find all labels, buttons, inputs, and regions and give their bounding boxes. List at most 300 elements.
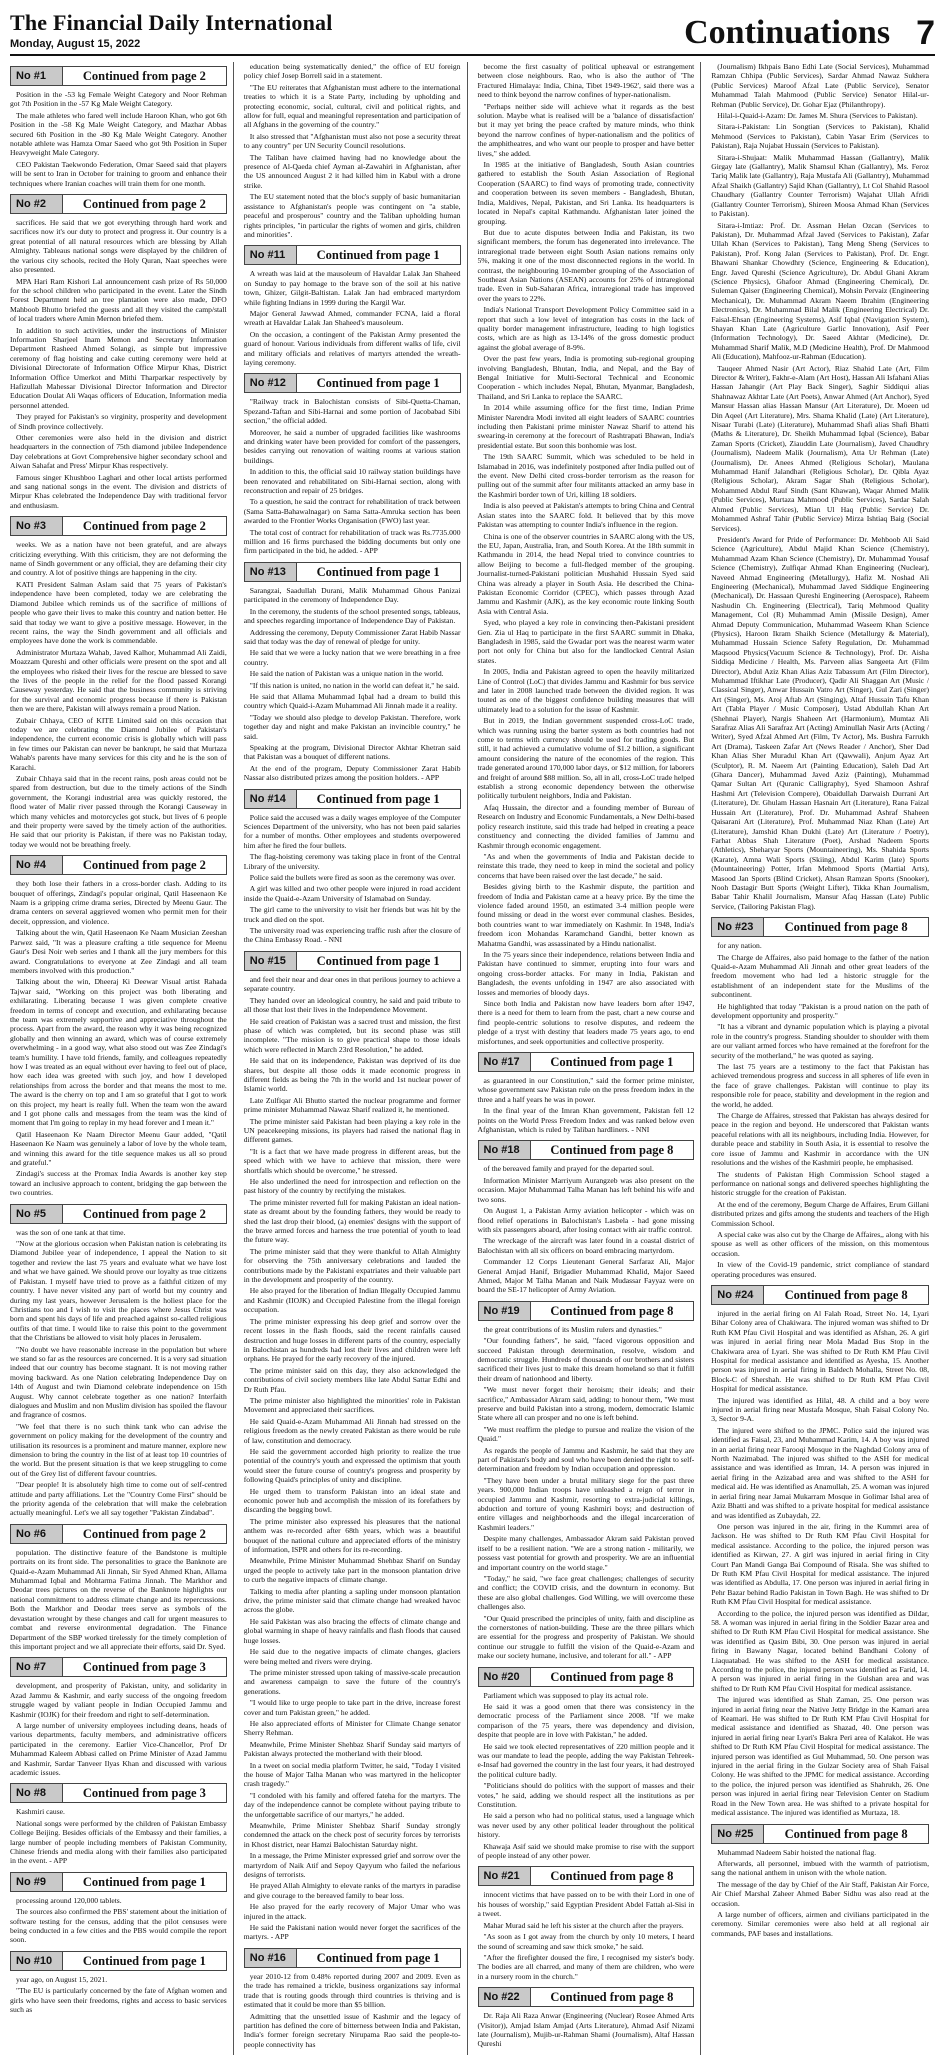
story-paragraph: "No doubt we have reasonable increase in the population but where we stand so far as the resources are concerned. It is a very sad situation indeed that our country has become stagnant. It is not moving rather moving backward. As one Nation celebrating Independence Day on 14th of August and twin Diamond celebrate independence on 15th August. Why cannot celebrate together as one nation? Interfaith dialogues and Muslim and non Muslim division has spoiled the flavour and fragrance of cosmos.	[10, 1344, 227, 1420]
story-paragraph: Famous singer Khushboo Laghari and other local artists performed and sang national songs in the event. The division and districts of Mirpur Khas celebrated the Independence Day with traditional fervor and enthusiasm.	[10, 472, 227, 510]
story-paragraph: Zindagi's success at the Promax India Awards is another key step toward an inclusive approach to content, bridging the gap between the two countries.	[10, 1169, 227, 1198]
story-number: No #19	[479, 1302, 531, 1320]
story-paragraph: "Our Quaid prescribed the principles of unity, faith and discipline as the cornerstones of nation-building. These are the three pillars which are essential for the progress and prosperity of Pakistan. We should continue our struggle to fulfill the vision of the Quaid-e-Azam and make our society humane, inclusive, and tolerant for all." - APP	[477, 1613, 695, 1661]
story-paragraph: as guaranteed in our Constitution," said the former prime minister, whose government saw Pakistan rule on the press freedom index in the three and a half years he was in power.	[477, 1076, 695, 1104]
story	[10, 855, 227, 1197]
story-header	[244, 373, 461, 393]
story	[711, 917, 929, 1279]
story-header	[478, 1866, 695, 1886]
story-paragraph: He also prayed for the liberation of Indian Illegally Occupied Jammu and Kashmir (IIOJK) and Occupied Palestine from the illegal foreign occupation.	[243, 1286, 461, 1315]
story-paragraph: Afterwards, all personnel, imbued with the warmth of patriotism, sang the national anthem in unison with the whole nation.	[711, 1858, 929, 1878]
story-body	[10, 1228, 227, 1518]
story-paragraph: "We must never forget their heroism; their ideals; and their sacrifice," Ambassador Akram said, adding: to honour them, "We must preserve and build Pakistan into a strong, modern, democratic Islamic State where all can prosper and no one is left behind.	[477, 1385, 695, 1423]
story-paragraph: The EU statement noted that the bloc's supply of basic humanitarian assistance to Afghanistan's people was contingent on "a stable, peaceful and prosperous" country and the Taliban upholding human rights principles, "in particular the rights of women and girls, children and minorities".	[243, 192, 461, 239]
story-number: No #9	[11, 1873, 63, 1891]
story-paragraph: Admitting that the unsettled issue of Kashmir and the legacy of partition has defined the core of bitterness between India and Pakistan, India's former foreign secretary Nirupama Rao said the people-to-people connectivity has	[243, 2011, 461, 2049]
story-paragraph: Late Zulfiqar Ali Bhutto started the nuclear programme and former prime minister Muhammad Nawaz Sharif realized it, he mentioned.	[243, 1095, 461, 1115]
story-paragraph: development, and prosperity of Pakistan, unity, and solidarity in Azad Jammu & Kashmir, and early success of the ongoing freedom struggle waged by valiant people in Indian Occupied Jammu and Kashmir (IOJK) for their freedom and right to self-determination.	[10, 1681, 227, 1719]
story-paragraph: The prime minister reverted full for making Pakistan an ideal nation-state as dreamt about by the founding fathers, they would be ready to shed the last drop their blood, (a) enemies' designs with the support of the brave armed forces and harness the true potential of youth to lead the future way.	[243, 1197, 461, 1245]
story-paragraph: and feel their near and dear ones in that perilous journey to achieve a separate country.	[243, 974, 461, 994]
story-paragraph: Speaking at the program, Divisional Director Akhtar Khetran said that Pakistan was a bouquet of different nations.	[243, 742, 461, 762]
story-paragraph: A large number of officers, airmen and civilians participated in the ceremony. Similar ceremonies were also held at all regional air commands, PAF bases and installations.	[711, 1909, 929, 1938]
story-paragraph: The injured were shifted to the JPMC. Police said the injured was identified as Faisal, 23, and Muhammad Karim, 14. A boy was injured in an aerial firing near Farooqi Mosque in the Naghdad Colony area of North Nazimabad. The injured was shifted to the ASH for medical assistance and was identified as Imran, 14. A person was injured in aerial firing in the Azizabad area and was shifted to the ASH for medical aid. He was identified as Anamullah, 25. A woman was injured in aerial firing near Jamai Mukarram Mosque in Golimar Ishal area of Aziz Bhatti and was shifted to a private hospital for medical assistance and was identified as Zubaydah, 22.	[711, 1425, 929, 1520]
story-body	[10, 1807, 227, 1865]
story-paragraph: Commander 12 Corps Lieutenant General Sarfaraz Ali, Major General Amjad Hanif, Brigadier Muhammad Khalid, Major Saeed Ahmed, Major M Talha Manan and Naik Mudassar Fayyaz were on board the SE-17 helicopter of Army Aviation.	[477, 1257, 695, 1295]
continued-from-label: Continued from page 1	[316, 248, 440, 263]
continued-from-label: Continued from page 2	[82, 1526, 206, 1541]
story-paragraph: "We must reaffirm the pledge to pursue and realize the vision of the Quaid."	[477, 1424, 695, 1444]
story	[10, 1783, 227, 1865]
continued-from-label: Continued from page 8	[550, 1990, 674, 2005]
story-number: No #11	[245, 246, 297, 264]
column-3	[478, 62, 702, 2055]
continued-from-label: Continued from page 8	[784, 920, 908, 935]
story-paragraph: (Journalism) Ikhpais Bano Edhi Late (Social Services), Muhammad Ramzan Chhipa (Public Services), Sardar Ahmad Nawaz Sukhera (Public Services) Maroof Afzal Late (Public Service), Senator Muhammad Talah Mahmood (Public Service) Senator Hilal-ur-Rehman (Public Service), Dr. Gohar Ejaz (Philanthropy).	[711, 62, 929, 109]
story	[10, 194, 227, 510]
story	[244, 1948, 461, 2049]
continued-from-label: Continued from page 1	[316, 953, 440, 968]
story-paragraph: The injured was identified as Shah Zaman, 25. One person was injured in aerial firing near the Native Jetty Bridge in the Kamari area of Keamari. He was shifted to Dr Ruth KM Pfau Civil Hospital for medical assistance and identified as Shazad, 40. One person was injured in aerial firing near Lyari's Bakra Peri area of Kalakot. He was shifted to Dr Ruth KM Pfau Civil Hospital for medical assistance. The injured person was identified as Gul Muhammad, 50. One person was injured in the aerial firing in the Gulzar Society area of Shah Faisal Colony. He was shifted to the JPMC for medical assistance. According to the police, the injured person was identified as Shahrukh, 26. One person was injured in aerial firing near Television Center on Stadium Road in the New Town area. He was shifted to a private hospital for medical assistance. The injured was identified as Murtaza, 18.	[711, 1695, 929, 1818]
story-body	[478, 62, 695, 1046]
story-header	[478, 1667, 695, 1687]
story-paragraph: year 2010-12 from 0.48% reported during 2007 and 2009. Even as the trade has remained a trickle, business organizations say informal trade that is routing goods through third countries is thriving and is estimated that it could be more than $5 billion.	[243, 1971, 461, 2010]
story-paragraph: "They have been under a brutal military siege for the past three years. 900,000 Indian troops have unleashed a reign of terror in occupied Jammu and Kashmir, resorting to extra-judicial killings, abduction and torture of young Kashmiri boys; and destruction of entire villages and neighborhoods and the illegal incarceration of Kashmiri leaders."	[477, 1475, 695, 1532]
story-paragraph: Meanwhile, Prime Minister Shehbaz Sharif Sunday said martyrs of Pakistan always protected the motherland with their blood.	[243, 1739, 461, 1759]
story-paragraph: "Today we should also pledge to develop Pakistan. Therefore, work together day and night and make Pakistan an invincible country," he said.	[243, 712, 461, 741]
story-paragraph: The wreckage of the aircraft was later found in a coastal district of Balochistan with all six officers on board embracing martyrdom.	[477, 1236, 695, 1255]
story	[478, 1052, 695, 1134]
story-paragraph: year ago, on August 15, 2021.	[16, 1974, 108, 1984]
story-paragraph: In a message, the Prime Minister expressed grief and sorrow over the martyrdom of Naik Atif and Sepoy Qayyum who failed the nefarious designs of terrorists.	[243, 1851, 461, 1880]
continued-from-label: Continued from page 8	[550, 1669, 674, 1684]
story-number: No #16	[245, 1949, 297, 1967]
story-body	[244, 813, 461, 945]
story-paragraph: Moreover, he said a number of upgraded facilities like washrooms and drinking water have been provided for comfort of the passengers, besides carrying out renovation of waiting rooms at various station buildings.	[243, 427, 461, 465]
continued-from-label: Continued from page 8	[784, 1826, 908, 1841]
story-paragraph: He also appreciated efforts of Minister for Climate Change senator Sherry Rehman.	[243, 1718, 461, 1738]
story-paragraph: He also prayed for the early recovery of Major Umar who was injured in the attack.	[243, 1902, 461, 1921]
story-paragraph: "We feel that there is no such think tank who can advise the government on policy making for the development of the country and utilisation its resources is a prominent and mature manner, explore new dimension to bring the country in the list of at least top 10 countries of the world. But the present situation is that we keep struggling to come out of the Grey list of different favour countries.	[10, 1421, 227, 1478]
story-paragraph: At the end of the program, Deputy Commissioner Zarat Habib Nassar also distributed prizes among the position holders. - APP	[243, 763, 461, 783]
story-number: No #7	[11, 1658, 63, 1676]
story-paragraph: "It is a fact that we have made progress in different areas, but the speed which with we have to achieve that mission, there were shortfalls which should be overcome," he stressed.	[243, 1146, 461, 1175]
story	[10, 1524, 227, 1651]
story-paragraph: injured in the aerial firing on Al Falah Road, Street No. 14, Lyari Bihar Colony area of Chakiwara. The injured woman was shifted to Dr Ruth KM Pfau Civil Hospital and was identified as Afshan, 26. A girl was injured in aerial firing near Mola Madad Bus Stop in the Chakiwara area of Lyari. She was shifted to Dr Ruth KM Pfau Civil Hospital for medical assistance and identified as Ayesha, 15. Another person was injured in aerial firing in Baldech Mohalla, Street No. 08, Block-C of Shershah. He was shifted to Dr Ruth KM Pfau Civil Hospital for medical assistance.	[711, 1308, 929, 1394]
story	[244, 373, 461, 556]
story-paragraph: A special cake was also cut by the Charge de Affaires,, along with his spouse as well as other officers of the mission, on this momentous occasion.	[711, 1229, 929, 1258]
continued-from-label: Continued from page 1	[316, 791, 440, 806]
story	[478, 62, 695, 1046]
story-paragraph: Talking about the win, Qatil Haseenaon Ke Naam Musician Zeeshan Parwez said, "It was a pleasure crafting a title sequence for Meenu Gaur's Desi Noir web series and I thank all the jury members for this award. Congratulations to everyone at Zee Zindagi and all team members involved with this production."	[10, 928, 227, 975]
story-paragraph: processing around 120,000 tablets.	[16, 1895, 122, 1905]
story-paragraph: The students of Pakistan High Commission School staged a performance on national songs and delivered speeches highlighting the historic struggle for the creation of Pakistan.	[711, 1169, 929, 1198]
story	[244, 245, 461, 367]
story-paragraph: Police said the accused was a daily wages employee of the Computer Sciences Department of the university, who has not been paid salaries for a number of months. Other employees and students overpowered him after he fired the four bullets.	[243, 812, 461, 850]
story-paragraph: The prime minister also expressed his pleasures that the national anthem was re-recorded after 68th years, which was a beautiful bouquet of the national culture and appreciated efforts of the ministry of information, ISPR and others for its re-recording.	[243, 1516, 461, 1555]
story-number: No #1	[11, 67, 63, 85]
story-paragraph: National songs were performed by the children of Pakistan Embassy College Beijing. Besides officials of the Embassy and their families, a large number of people including members of Pakistan Community, Chinese friends and media along with their families also participated in the event. - APP	[10, 1818, 227, 1866]
story-header	[244, 951, 461, 971]
story-header	[10, 855, 227, 875]
story-paragraph: weeks. We as a nation have not been grateful, and are always criticizing everything. With this criticism, they are not deforming the name of Sindh government or any official, they are defaming their city and country. A lot of positive things are happening in the city.	[10, 540, 227, 578]
story-paragraph: Khawaja Asif said we should make promise to rise with the support of people instead of any other power.	[477, 1841, 695, 1861]
story	[711, 1824, 929, 1939]
story-number: No #3	[11, 517, 63, 535]
story-paragraph: "Railway track in Balochistan consists of Sibi-Quetta-Chaman, Spezand-Taftan and Sibi-Harnai and some portion of Jacobabad Sibi section," the official added.	[243, 397, 461, 426]
story-number: No #17	[479, 1053, 531, 1071]
story-paragraph: "I would like to urge people to take part in the drive, increase forest cover and turn Pakistan green," he added.	[243, 1698, 461, 1717]
story-header	[10, 194, 227, 214]
story	[478, 1866, 695, 1981]
story-paragraph: The 19th SAARC Summit, which was scheduled to be held in Islamabad in 2016, was indefinitely postponed after India pulled out of the event. New Delhi cited cross-border terrorism as the reason for pulling out of the summit after four militants attacked an army base in the Kashmiri border town of Uri, killing 18 soldiers.	[477, 452, 695, 499]
story-paragraph: The Charge de Affaires, also paid homage to the father of the nation Quaid-e-Azam Muhammad Ali Jinnah and other great leaders of the freedom movement who had led a historic struggle for the establishment of an independent state for the Muslims of the subcontinent.	[711, 952, 929, 1000]
story-body	[711, 62, 929, 911]
story-paragraph: The prime minister also highlighted the minorities' role in Pakistan Movement and appreciated their sacrifices.	[243, 1395, 461, 1415]
story-paragraph: He said Quaid-e-Azam Muhammad Ali Jinnah had stressed on the religious freedom as the newly created Pakistan as there would be rule of law, constitution and democracy.	[243, 1416, 461, 1445]
story-paragraph: He said the government accorded high priority to realize the true potential of the country's youth and expressed the optimism that youth would steer the future course of country's progress and prosperity by following Quaid's principles of unity and discipline.	[243, 1446, 461, 1485]
story-paragraph: "Dear people! It is absolutely high time to come out of self-centred attitude and party affiliations. Let the "Country Come First" should be the priority agenda of the celebration that will make the celebration actually meaningful. Let's we all say together "Pakistan Zindabad".	[10, 1480, 227, 1518]
story-body	[10, 1975, 227, 2015]
story-paragraph: The prime minister said on this day, they also acknowledged the contributions of civil society members like late Abdul Sattar Edhi and Dr Ruth Pfau.	[243, 1365, 461, 1394]
story-paragraph: In the 75 years since their independence, relations between India and Pakistan have continued to simmer, erupting into four wars and ongoing cross-border attacks. For many in India, Pakistan and Bangladesh, the events unfolding in 1947 are also associated with losses and memories of bloody days.	[477, 949, 695, 997]
story-paragraph: He urged them to transform Pakistan into an ideal state and economic power hub and accomplish the mission of its forefathers by discarding the begging bowl.	[243, 1486, 461, 1515]
story-paragraph: They prayed for Pakistan's so virginity, prosperity and development of Sindh province collectively.	[10, 412, 227, 431]
story-paragraph: CEO Pakistan Taekwondo Federation, Omar Saeed said that players will be sent to Iran in October for training to groom and enhance their techniques where Iranian coaches will train them for one month.	[10, 159, 227, 188]
story-paragraph: At the end of the ceremony, Begum Charge de Affaires, Erum Gillani distributed prizes and gifts among the students and teachers of the High Commission School.	[711, 1199, 929, 1228]
continued-from-label: Continued from page 8	[550, 1143, 674, 1158]
story-header	[478, 1052, 695, 1072]
continued-from-label: Continued from page 2	[82, 69, 206, 83]
story-paragraph: In the final year of the Imran Khan government, Pakistan fell 12 points on the World Press Freedom Index and was ranked below even Afghanistan, which is ruled by Taliban hardliners. - NNI	[477, 1106, 695, 1135]
story-header	[478, 1301, 695, 1321]
story-paragraph: He said a person who had no political status, used a language which was never used by any other political leader throughout the political history.	[477, 1811, 695, 1840]
story	[244, 62, 461, 239]
story-paragraph: "Today," he said, "we face great challenges; challenges of security and conflict; the COVID crisis, and the downturn in economy. But these are also global challenges. God Willing, we will overcome these challenges also.	[477, 1573, 695, 1612]
story-number: No #2	[11, 195, 63, 213]
column-1	[10, 62, 234, 2055]
column-4	[711, 62, 935, 2055]
story-paragraph: The injured was identified as Hilal, 48. A child and a boy were injured in aerial firing near Mustafa Mosque, Shah Faisal Colony No. 3, Sector 9-A.	[711, 1395, 929, 1424]
story-paragraph: Addressing the ceremony, Deputy Commissioner Zarat Habib Nassar said that today was the day of renewal of pledge for unity.	[243, 627, 461, 646]
story-header	[10, 1951, 227, 1971]
story-body	[244, 975, 461, 1942]
story-paragraph: The Taliban have claimed having had no knowledge about the presence of Al-Qaeda chief Ayman al-Zawahiri in Afghanistan, after the US announced August 2 it had killed him in Kabul with a drone strike.	[243, 152, 461, 190]
story-paragraph: The flag-hoisting ceremony was taking place in front of the Central Library of the university.	[243, 852, 461, 871]
story-paragraph: In a tweet on social media platform Twitter, he said, "Today I visited the house of Major Talha Manan who was martyred in the helicopter crash tragedy."	[243, 1760, 461, 1789]
story-paragraph: Despite many challenges, Ambassador Akram said Pakistan proved itself to be a resilient nation. "We are a strong nation - militarily, we possess vast potential for growth and prosperity. We are an influential and important country on the world stage."	[477, 1534, 695, 1572]
story-paragraph: They handed over an ideological country, he said and paid tribute to all those that lost their lives in the Independence Movement.	[243, 995, 461, 1015]
story-number: No #14	[245, 790, 297, 808]
story-paragraph: In 1985 at the initiative of Bangladesh, South Asian countries gathered to establish the South Asian Association of Regional Cooperation (SAARC) to find ways of promoting trade, connectivity and cooperation between its seven members - Bangladesh, Bhutan, India, Maldives, Nepal, Pakistan, and Sri Lanka. Its headquarters is located in Nepal's capital Kathmandu. Afghanistan later joined the grouping.	[477, 160, 695, 226]
paper-name: The Financial Daily International	[10, 10, 333, 35]
continued-from-label: Continued from page 1	[316, 564, 440, 579]
story-body	[10, 90, 227, 188]
masthead-left	[10, 10, 333, 50]
story-paragraph: In view of the Covid-19 pandemic, strict compliance of standard operating procedures was ensured.	[711, 1260, 929, 1279]
story-number: No #4	[11, 856, 63, 874]
story-paragraph: become the first casualty of political upheaval or estrangement between close neighbours. Rao, who is also the author of 'The Fractured Himalaya: India, China, Tibet 1949-1962', said there was a need to think beyond the narrow confines of hyper-nationalism.	[477, 62, 695, 100]
story-number: No #12	[245, 374, 297, 392]
story-paragraph: "Our founding fathers", he said, "faced vigorous opposition and succeed Pakistan through determination, resolve, wisdom and democratic struggle. Hundreds of thousands of our brothers and sisters sacrificed their lives just to make this dream homeland so that it fulfill their dream of nationhood and liberty.	[477, 1336, 695, 1383]
story-paragraph: The total cost of contract for rehabilitation of track was Rs.7735.000 million and 16 firms purchased the bidding documents but only one firm participated in the bid, he added. - APP	[243, 527, 461, 556]
story-paragraph: He prayed Allah Almighty to elevate ranks of the martyrs in paradise and give courage to the bereaved family to bear loss.	[243, 1881, 461, 1900]
story-paragraph: The prime minister expressing his deep grief and sorrow over the recent losses in the flash floods, said the recent rainfalls caused destruction and huge losses in different parts of the country, especially in Balochistan as hundreds had lost their lives and children were left orphans. He prayed for the early recovery of the injured.	[243, 1316, 461, 1364]
story-paragraph: To a question, he said the contract for rehabilitation of track between (Sama Satta-Bahawalnagar) on Sama Satta-Amruka section has been awarded to the Frontier Works Organisation (FWO) last year.	[243, 497, 461, 526]
continued-from-label: Continued from page 8	[550, 1869, 674, 1884]
story-paragraph: The sources also confirmed the PBS' statement about the initiation of software testing for the census, adding that the pilot censuses were being conducted in a few cities and the PBS would compile the report soon.	[10, 1907, 227, 1945]
story-header	[10, 1657, 227, 1677]
story-paragraph: "The EU reiterates that Afghanistan must adhere to the international treaties to which it is a State Party, including by upholding and protecting economic, social, cultural, civil and political rights, and allow for full, equal and meaningful representation and participation of all Afghans in the governing of the country."	[243, 82, 461, 130]
story-paragraph: Kashmiri cause.	[16, 1807, 65, 1817]
story-paragraph: Parliament which was supposed to play its actual role.	[483, 1690, 649, 1700]
story-paragraph: the great contributions of its Muslim rulers and dynasties."	[483, 1324, 662, 1334]
story-paragraph: Besides giving birth to the Kashmir dispute, the partition and freedom of India and Pakistan came at a heavy price. By the time the violence faded around 1950, an estimated 3-4 million people were found missing or dead in the worst ever communal clashes. Besides, both countries want to war immediately on Kashmir. In 1948, India's freedom icon Mohandas Karamchand Gandhi, better known as Mahatma Gandhi, was assassinated by a Hindu nationalist.	[477, 882, 695, 948]
story-body	[10, 879, 227, 1197]
story-header	[10, 1783, 227, 1803]
continued-from-label: Continued from page 1	[550, 1055, 674, 1070]
story-header	[478, 1140, 695, 1160]
story-header	[711, 1824, 929, 1844]
columns	[10, 62, 935, 2049]
story-body	[244, 62, 461, 239]
story-paragraph: In addition to this, the official said 10 railway station buildings have been renovated and rehabilitated on Sibi-Harnai section, along with reconstruction and repair of 25 bridges.	[243, 467, 461, 496]
story-body	[244, 269, 461, 367]
story-paragraph: for any nation.	[717, 941, 762, 951]
story	[478, 1140, 695, 1294]
story-number: No #15	[245, 952, 297, 970]
story-number: No #20	[479, 1668, 531, 1686]
story-body	[244, 397, 461, 556]
story-paragraph: Tauqeer Ahmed Nasir (Art Actor), Riaz Shahid Late (Art, Film Director & Writer), Fakhr-e-Alam (Art Host), Hassan Ali Isfahani Alias Hassan Jahangir (Art Play Back Singer), Saghir Siddiqui alias Shahnawaz Akhtar Late (Art Poets), Anwar Ahmed (Art Anchor), Syed Mansur Hassan alias Hassan Mansur (Art Literature), Dr. Moeen ud Din Aqeel (Art Literature), Mrs. Shama Khalid (Late) (Art Literature), Nisaar Turabi (Late) (Literature), Muhammad Shafi alias Shafi Bhatti (Maths & Literature), Dr. Sheikh Muhammad Iqbal (Science), Babar Zaman Sports (Cricket), Ziauddin Late (Journalism), Javed Chaudhry (Journalism), Nadeem Malik (Journalism), Atta Ur Rehman (Late) (Journalism), Dr. Anees Ahmed (Religious Scholar), Maulana Muhammad Hanif Jalandhari (Religious Scholar), Dr. Qibla Ayaz (Religious Scholar), Akram Sagar Shah (Religious Scholar), Mohammed Abdul Rauf Sindh (Sant Khawan), Waqar Ahmed Malik (Public Services), Murtaza Mahmood (Public Services), Sardar Salah Ahmed (Public Services), Mian Ul Haq (Public Service) Dr. Mohammed Ashraf Tahir (Public Service) Mirza Ishtiaq Baig (Social Services).	[711, 363, 929, 533]
story-paragraph: The last 75 years are a testimony to the fact that Pakistan has achieved tremendous progress and success in all spheres of life even in the face of grave challenges. Pakistan will continue to play its responsible role for peace, stability and development in the region and the world, he added.	[711, 1062, 929, 1109]
story-paragraph: A large number of university employees including deans, heads of various departments, faculty members, and administrative officers participated in the ceremony. Earlier Vice-Chancellor, Prof Dr Muhammad Kaleem Abbasi called on Prime Minister of Azad Jammu and Kashmir, Sardar Tanveer Ilyas Khan and discussed with various academic issues.	[10, 1720, 227, 1777]
story-paragraph: He said creation of Pakistan was a sacred trust and mission, the first phase of which was completed, but its second phase was still incomplete. "The mission is to give practical shape to those ideals which were reflected in March 23rd Resolution," he added.	[243, 1016, 461, 1054]
story-header	[244, 1948, 461, 1968]
story-paragraph: India's National Transport Development Policy Committee said in a report that such a low level of integration has costs in the lack of quality border management infrastructure, leading to high logistics costs, which are as high as 13-14% of the gross domestic product against the global average of 8-9%.	[477, 305, 695, 352]
continued-from-label: Continued from page 2	[82, 1206, 206, 1221]
story-body	[478, 1691, 695, 1861]
story-paragraph: He said we took elected representatives of 220 million people and it was our mandate to lead the people, adding the way Pakistan Tehreek-e-Insaf had governed the country in the last four years, it had destroyed the political culture badly.	[477, 1741, 695, 1779]
paper-date: Monday, August 15, 2022	[10, 38, 141, 50]
story-number: No #5	[11, 1205, 63, 1223]
story-body	[478, 2011, 695, 2049]
story-paragraph: "Now at the glorious occasion when Pakistan nation is celebrating its Diamond Jubilee year of independence, I appeal the Nation to sit together and review the last 75 years and evaluate what we have lost and what we have gained. We should prove our loyalty as true citizens of Pakistan. I myself have tried to prove as a faithful citizen of my country. I have never visited any part of world but my country and during my last years, however Jerusalem is the holiest place for the Christians too and I wish to visit the places where Jesus Christ was born and spent his days of life and preached against so-called religious outfits of that time. I would like to raise this point to the government that the Christians be allowed to visit holy places in Jerusalem.	[10, 1239, 227, 1343]
masthead-right	[684, 16, 935, 50]
story-paragraph: Syed, who played a key role in convincing then-Pakistani president Gen. Zia ul Haq to participate in the first SAARC summit in Dhaka, Bangladesh in 1985, said the Gwadar port was the nearest warm water port not only for China but also for the landlocked Central Asian states.	[477, 618, 695, 665]
continued-from-label: Continued from page 1	[316, 376, 440, 391]
story-paragraph: Dr. Raja Ali Raza Anwar (Engineering (Nuclear) Rosee Ahmed Arts (Visitor)), Amjad Islam Amjad (Arts Literature), Ahmad Asif Nizami late (Journalism), Mujib-ur-Rahman Shami (Journalism), Altaf Hassan Qureshi	[477, 2011, 695, 2049]
story-paragraph: It also stressed that "Afghanistan must also not pose a security threat to any country" per UN Security Council resolutions.	[243, 131, 461, 151]
story-paragraph: The girl came to the university to visit her friends but was hit by the truck and died on the spot.	[243, 905, 461, 924]
story-paragraph: Meanwhile, Prime Minister Shehbaz Sharif Sunday strongly condemned the attack on the check post of security forces by terrorists in Khost district, near Hamzi Balochistan Saturday night.	[243, 1821, 461, 1849]
story-paragraph: But due to acute disputes between India and Pakistan, its two significant members, the forum has degenerated into irrelevance. The intraregional trade between eight South Asian nations remains only 5%, making it one of the most disconnected regions in the world. In contrast, the neighbouring 10-member grouping of the Association of Southeast Asian Nations (ASEAN) accounts for 25% of intraregional trade. Even in Sub-Saharan Africa, intraregional trade has improved over the years to 22%.	[477, 227, 695, 303]
story-paragraph: was the son of one tank at that time.	[16, 1227, 126, 1237]
story-paragraph: "It has a vibrant and dynamic population which is playing a pivotal role in the country's progress. Standing shoulder to shoulder with them are our valiant armed forces who have remained at the forefront for the security of the motherland," he was quoted as saying.	[711, 1022, 929, 1060]
story-body	[478, 1164, 695, 1294]
story	[10, 516, 227, 849]
story-number: No #22	[479, 1988, 531, 2006]
story-paragraph: they both lose their fathers in a cross-border clash. Adding to its bouquet of offerings, Zindagi's popular original, Qatil Haseenaon Ke Naam is a gripping crime drama series, Directed by Meenu Gaur. The drama centers on several aggrieved women who permit men for their deceit, oppression, and violence.	[10, 879, 227, 926]
story-paragraph: Meanwhile, Prime Minister Muhammad Shehbaz Sharif on Sunday urged the people to actively take part in the monsoon plantation drive to curb the negative impacts of climate change.	[243, 1556, 461, 1585]
story-paragraph: "Politicians should do politics with the support of masses and their votes," he said, adding we should respect all the institutions as per Constitution.	[477, 1781, 695, 1810]
story-body	[478, 1325, 695, 1661]
story	[10, 1204, 227, 1518]
continued-from-label: Continued from page 3	[82, 1660, 206, 1675]
story-paragraph: Afaq Hussain, the director and a founding member of Bureau of Research on Industry and Economic Fundamentals, a New Delhi-based policy research institute, said this trade had helped in creating a peace constituency and connecting the divided families of Jammu and Kashmir through economic engagement.	[477, 802, 695, 850]
story-number: No #25	[712, 1825, 764, 1843]
story-paragraph: In 2014 while assuming office for the first time, Indian Prime Minister Narendra Modi invited all eight leaders of SAARC countries including then Pakistani prime minister Nawaz Sharif to attend his swearing-in ceremony at the forecourt of Rashtrapati Bhawan, India's presidential estate. But soon this bonhomie was lost.	[477, 403, 695, 450]
column-2	[244, 62, 468, 2055]
story-paragraph: Sarangzai, Saadullah Durani, Malik Muhammad Ghous Panizai participated in the ceremony of Independence Day.	[243, 585, 461, 605]
story-paragraph: On the occasion, a contingent of the Pakistan Army presented the guard of honour. Various individuals from different walks of life, civil and military officials and relatives of martyrs attended the wreath-laying ceremony.	[243, 329, 461, 367]
story	[478, 1667, 695, 1861]
story-body	[10, 540, 227, 849]
story-paragraph: The prime minister said Pakistan had been playing a key role in the UN peacekeeping missions, its players had raised the national flag in different games.	[243, 1116, 461, 1145]
story-paragraph: In addition to such activities, under the instructions of Minister Information Sharjeel Inam Memon and Secretary Information Department Rasheed Ahmed Solangi, as simple but impressive ceremony of flag hoisting and cake cutting ceremony were held at Divisional Directorate of Information Office Mirpur Khas, District Information Office Umerkot and Mithi Tharparkar respectively by Hafizullah Mahessar Divisional Director Information and Director Education Doulat Ali Waqas officers of Education, Information media personnel attended.	[10, 325, 227, 410]
story-header	[244, 789, 461, 809]
story-paragraph: He said that we were a lucky nation that we were breathing in a free country.	[243, 648, 461, 667]
story-paragraph: China is one of the observer countries in SAARC along with the US, the EU, Japan, Australia, Iran, and South Korea. At the 18th summit in Kathmandu in 2014, the head Nepal tried to convince countries to allow Beijing to become a full-fledged member of the grouping. Journalist-turned-Pakistani politician Mushahid Hussain Syed said China was already a player in South Asia. He described the China-Pakistan Economic Corridor (CPEC), which passes through Azad Jammu and Kashmir (AJK), as the key economic route linking South Asia with Central Asia.	[477, 531, 695, 616]
story-paragraph: Zubair Chhaya, CEO of KITE Limited said on this occasion that today we are celebrating the Diamond Jubilee of Pakistan's independence, the current economic crisis is globally which will pass in few times our Pakistan can never be bankrupt, he said that Murtaza Wahab's parents have many services for this city and he is the son of Karachi.	[10, 715, 227, 772]
story-body	[10, 218, 227, 510]
story-header	[10, 516, 227, 536]
story-paragraph: As regards the people of Jammu and Kashmir, he said that they are part of Pakistan's body and soul who have been denied the right to self-determination and freedom by Indian occupation and oppression.	[477, 1445, 695, 1474]
story-header	[711, 917, 929, 937]
story-paragraph: "As soon as I got away from the church by only 10 meters, I heard the sound of screaming and saw thick smoke," he said.	[477, 1932, 695, 1951]
story-header	[10, 66, 227, 86]
story-paragraph: The male athletes who fared well include Haroon Khan, who got 6th Position in the -58 Kg Male Weight Category, and Mazhar Abbas secured 6th Position in the -80 Kg Male Weight Category. Another notable athlete was Hamza Omar Saeed who got 9th Position in Super Heavyweight Male Category.	[10, 110, 227, 158]
story-body	[10, 1681, 227, 1777]
story-header	[10, 1524, 227, 1544]
story-paragraph: A girl was killed and two other people were injured in road accident inside the Quaid-e-Azam University of Islamabad on Sunday.	[243, 884, 461, 903]
story-paragraph: He said that Allama Muhammad Iqbal had a dream to build this country which Quaid-i-Azam Muhammad Ali Jinnah made it a reality.	[243, 691, 461, 711]
story-paragraph: India is also peeved at Pakistan's attempts to bring China and Central Asian states into the SAARC fold. It believed that by this move Pakistan was attempting to counter India's influence in the region.	[477, 501, 695, 530]
continued-from-label: Continued from page 2	[82, 197, 206, 212]
story-body	[10, 1896, 227, 1945]
story-paragraph: "I condoled with his family and offered fateha for the martyrs. The day of the independence cannot be complete without paying tribute to the unforgettable sacrifice of our martyrs," he added.	[243, 1790, 461, 1819]
story-paragraph: education being systematically denied," the office of EU foreign policy chief Josep Borrell said in a statement.	[243, 62, 461, 81]
story-body	[244, 1972, 461, 2049]
story-paragraph: The prime minister stressed upon taking of massive-scale precaution and awareness campaign to save the future of the country's generations.	[243, 1667, 461, 1696]
story	[478, 1987, 695, 2049]
story	[711, 62, 929, 911]
story	[10, 1657, 227, 1777]
story-paragraph: A wreath was laid at the mausoleum of Havaldar Lalak Jan Shaheed on Sunday to pay homage to the brave son of the soil at his native town, Ghizer, Gilgit-Baltistan. Lalak Jan had embraced martyrdom while fighting Indians in 1999 during the Kargil War.	[243, 269, 461, 307]
story-paragraph: Talking about the win, Dheeraj Ki Deewar Visual artist Rahada Tajwar said, "Working on this project was both liberating and exhilarating. Liberating because I was given complete creative freedom in terms of concept and execution, and exhilarating because the team was extremely supportive and appreciative throughout the process. Apart from the award, the reason why it was being recognized globally and then winning an award, which was of course extremely overwhelming - in a good way, what also stood out was Zee Zindagi's team's humility. I have told friends, family, and colleagues repeatedly how I was treated as an equal without ever having to feel out of place, how each idea was greeted with such joy, and how I developed relationships from across the border and that means the most to me. The award is the cherry on top and I am so grateful that I got to work on this project, my heart is really full. When the team won the award and I got phone calls and messages from the team was the kind of moment that I'm going to replay in my head forever and I mean it."	[10, 977, 227, 1128]
story	[10, 1872, 227, 1945]
story-number: No #23	[712, 918, 764, 936]
story-paragraph: Zubair Chhaya said that in the recent rains, posh areas could not be spared from destruction, but due to the timely actions of the Sindh government, the Korangi industrial area was quickly restored, the flood water of Malir river passed through the Korangi Causeway in which many vehicles and motorcycles got stuck, but lives of 6 people and their property were saved by the timely action of the authorities. He said that our priority is Pakistan, if there was no Pakistan today, today we would not be breathing freely.	[10, 774, 227, 849]
story-paragraph: In 2005, India and Pakistan agreed to open the heavily militarized Line of Control (LoC) that divides Jammu and Kashmir for bus service and later in 2008 launched trade between the divided region. It was touted as one of the biggest confidence building measures that will ultimately lead to a solution for the issue of Kashmir.	[477, 667, 695, 714]
story-paragraph: Administrator Murtaza Wahab, Javed Kalhor, Muhammad Ali Zaidi, Moazzam Qureshi and other officials were present on the spot and all the employees who risked their lives for the rescue are blessed to save the lives of the people in the relief for the flood passed Korangi Causeway yesterday. He said that the business community is striving for the survival and economic progress because if there is Pakistan then we are there, Pakistan will always remain a proud Nation.	[10, 647, 227, 714]
story-paragraph: "As and when the governments of India and Pakistan decide to reinstate this trade, they need to keep in mind the societal and policy concerns that have been raised over the last decade," he said.	[477, 851, 695, 880]
continued-from-label: Continued from page 1	[316, 1950, 440, 1965]
story-paragraph: The message of the day by Chief of the Air Staff, Pakistan Air Force, Air Chief Marshal Zaheer Ahmed Baber Sidhu was also read at the occasion.	[711, 1879, 929, 1908]
story-body	[478, 1076, 695, 1134]
story-paragraph: He said the nation of Pakistan was a unique nation in the world.	[249, 669, 444, 679]
story-paragraph: He said the Pakistani nation would never forget the sacrifices of the martyrs. - APP	[243, 1923, 461, 1942]
story-paragraph: "The EU is particularly concerned by the fate of Afghan women and girls who have seen their freedoms, rights and access to basic services such as	[10, 1986, 227, 2015]
story-paragraph: "Perhaps neither side will achieve what it regards as the best solution. Maybe what is realised will be a 'balance of dissatisfaction' but it may yet bring the peace crafted by mature minds, who think beyond the narrow confines of hyper-nationalism and the politics of the amphitheatres, and who want our people to prosper and have better lives," she added.	[477, 101, 695, 158]
story-header	[244, 245, 461, 265]
continued-from-label: Continued from page 1	[82, 1874, 206, 1889]
story-paragraph: "After the firefighter doused the fire, I recognised my sister's body. The bodies are all charred, and many of them are children, who were in a nursery room in the church."	[477, 1952, 695, 1981]
story-header	[711, 1285, 929, 1305]
story	[244, 789, 461, 945]
story-paragraph: But in 2019, the Indian government suspended cross-LoC trade, which was running using the barter system as both countries had not come to terms with currency should be used for trading goods. But still, it had achieved a cumulative volume of $1.2 billion, a significant amount considering the nature of the economies of the region. This trade generated around 170,000 labor days, or $12 million, for laborers and freight of around $88 million. So, all in all, cross-LoC trade helped establish a strong economic dependency between the otherwise politically turbulent neighbors, India and Pakistan.	[477, 716, 695, 801]
story-paragraph: Over the past few years, India is promoting sub-regional grouping involving Bangladesh, Bhutan, India, and Nepal, and the Bay of Bengal Initiative for Multi-Sectoral Technical and Economic Cooperation - which includes Nepal, Bhutan, Myanmar, Bangladesh, Thailand, and Sri Lanka to replace the SAARC.	[477, 354, 695, 401]
story	[478, 1301, 695, 1661]
story-paragraph: On August 1, a Pakistan Army aviation helicopter - which was on flood relief operations in Balochistan's Lasbela - had gone missing with six passengers aboard, after losing contact with air traffic control.	[477, 1206, 695, 1234]
story	[244, 562, 461, 783]
story-paragraph: He said Pakistan was also bracing the effects of climate change and global warming in shape of heavy rainfalls and flash floods that caused huge losses.	[243, 1616, 461, 1645]
story	[711, 1285, 929, 1818]
continued-from-label: Continued from page 3	[82, 1786, 206, 1801]
story-number: No #8	[11, 1784, 63, 1802]
story-number: No #24	[712, 1286, 764, 1304]
story-paragraph: Talking to media after planting a sapling under monsoon plantation drive, the prime minister said that climate change had wreaked havoc across the globe.	[243, 1586, 461, 1615]
story-paragraph: innocent victims that have passed on to be with their Lord in one of his houses of worship," said Egyptian President Abdel Fattah al-Sisi in a tweet.	[477, 1890, 695, 1919]
story-paragraph: Other ceremonies were also held in the division and district headquarters in the connection of 75th diamond jubilee Independence Day celebrations at Govt Comprehensive higher secondary school and Aiwan Sahafat and Press' Mirpur Khas respectively.	[10, 433, 227, 471]
story-paragraph: of the bereaved family and prayed for the departed soul.	[483, 1164, 654, 1174]
continued-from-label: Continued from page 1	[82, 1953, 206, 1968]
story	[10, 1951, 227, 2015]
story-paragraph: According to the police, the injured person was identified as Dildar, 58. A woman was injured in aerial firing in the Soldier Bazar area and shifted to Dr Ruth KM Pfau Civil Hospital for medical assistance. She was identified as Qasim Bibi, 30. One person was injured in aerial firing in Bawany Nagar, located behind Bandhani Colony of Liaquatabad. He was shifted to the ASH for medical assistance. According to the police, the injured person was identified as Farid, 14. A person was injured in aerial firing in the Gulshan area and was shifted to Dr Ruth KM Pfau Civil Hospital for medical assistance.	[711, 1608, 929, 1693]
story-header	[10, 1204, 227, 1224]
story-paragraph: He said it was a good omen that there was consistency in the democratic process of the Parliament since 2008. "If we make comparison of the 75 years, there was dependency and division, despite that people are in love with Pakistan," he added.	[477, 1701, 695, 1740]
page-number: 7	[916, 14, 935, 52]
story-header	[478, 1987, 695, 2007]
story-body	[711, 941, 929, 1279]
story-paragraph: He said that on its independence, Pakistan was deprived of its due shares, but despite all those odds it made economic progress in different fields as being the 7th in the world and 1st nuclear power of Islamic world.	[243, 1056, 461, 1094]
story-paragraph: "If this nation is united, no nation in the world can defeat it," he said.	[249, 680, 460, 690]
story-paragraph: The prime minister said that they were thankful to Allah Almighty for observing the 75th anniversary celebrations and lauded the contributions made by the Pakistani expatriates and their valuable part in the development and prosperity of the country.	[243, 1246, 461, 1285]
story-paragraph: Sitara-i-Shujaat: Malik Muhammad Hassan (Gallantry), Malik Girgay late (Gallantry), Malik Shamsul Khan (Gallantry), Ms. Feroz Tariq Malik late (Gallantry), Raja Mustafa Ali (Gallantry), Muhammad Afzal Shaikh (Gallantry) Sajid Khan (Gallantry), Lt Col Shahid Rasool Chaudhary (Gallantry Counter Terrorism) Wajahat Ullah Afridi (Gallantry Counter Terrorism), Shireen Moosa Ahmad Khan (Services to Pakistan).	[711, 152, 929, 219]
story-number: No #21	[479, 1867, 531, 1885]
story-paragraph: Sitara-i-Pakistan: Lin Songtian (Services to Pakistan), Khalid Mehmood (Services to Pakistan), Cabin Yasar Erim (Services to Pakistan), Raja Nujabat Hussain (Services to Pakistan).	[711, 122, 929, 151]
story-paragraph: sacrifices. He said that we got everything through hard work and sacrifices now it's our duty to protect and progress it. Our country is a great potential of all natural resources which are blessing by Allah Almighty. Tableaus national songs were displayed by the children of the various city schools, recited the Holy Quran, Naat speeches were also presented.	[10, 218, 227, 275]
masthead	[10, 8, 935, 56]
story-paragraph: The Charge de Affaires, stressed that Pakistan has always desired for peace in the region and beyond. He underscored that Pakistan wants peaceful relations with all its neighbours, including India. However, for durable peace and stability in South Asia, it is essential to resolve the core issue of Jammu and Kashmir in accordance with the UN resolutions and the wishes of the Kashmiri people, he emphasised.	[711, 1111, 929, 1168]
story-paragraph: The university road was experiencing traffic rush after the closure of the China Embassy Road. - NNI	[243, 926, 461, 945]
section-title: Continuations	[684, 14, 891, 51]
story-paragraph: He also underlined the need for introspection and reflection on the past history of the country by rectifying the mistakes.	[243, 1177, 461, 1196]
story-body	[244, 586, 461, 783]
story-paragraph: Qatil Haseenaon Ke Naam Director Meenu Gaur added, "Qatil Haseenaon Ke Naam was genuinely a labor of love by the whole team, and winning this award for the title sequence makes us all so proud and grateful."	[10, 1129, 227, 1168]
story	[10, 66, 227, 188]
story-paragraph: Since both India and Pakistan now have leaders born after 1947, there is a need for them to learn from the past, chart a new course and find people-centric solutions to resolve disputes, and redeem the pledge of a tryst with destiny that leaders made 75 years ago, to end misfortunes, and seek opportunities and collective prosperity.	[477, 999, 695, 1046]
story-paragraph: Position in the -53 kg Female Weight Category and Noor Rehman got 7th Position in the -57 Kg Male Weight Category.	[10, 90, 227, 109]
story-paragraph: Hilal-i-Quaid-i-Azam: Dr. James M. Shura (Services to Pakistan).	[717, 111, 918, 121]
story	[244, 951, 461, 1942]
story-number: No #6	[11, 1525, 63, 1543]
story-body	[10, 1548, 227, 1651]
story-paragraph: Major General Jawwad Ahmed, commander FCNA, laid a floral wreath at Havaldar Lalak Jan Shaheed's mausoleum.	[243, 308, 461, 328]
story-header	[244, 562, 461, 582]
story-paragraph: Muhammad Nadeem Sabir hoisted the national flag.	[717, 1847, 877, 1857]
continued-from-label: Continued from page 8	[550, 1303, 674, 1318]
story-paragraph: population. The distinctive feature of the Bandstone is multiple portraits on its front side. The personalities to grace the Banknote are Quaid-e-Azam Muhammad Ali Jinnah, Sir Syed Ahmed Khan, Allama Muhammad Iqbal and Mohtarma Fatima Jinnah. The Markhor and Deodar trees pictures on the reverse of the Banknote highlights our national commitment to address climate change and its repercussions. Both the Markhor and Deodar trees serve as symbols of the devastation wrought by these changes and call for urgent measures to combat and reverse environmental degradation. The Finance Department of the SBP worked tirelessly for the timely completion of this important project and we all appreciate their efforts, said Dr. Syed.	[10, 1547, 227, 1651]
story-number: No #18	[479, 1141, 531, 1159]
story-paragraph: Sitara-i-Imtiaz: Prof. Dr. Assman Helan Ozcan (Services to Pakistan), Dr. Muhammad Afzal Javed (Services to Pakistan), Zafar Ullah Khan (Services to Pakistan), Tang Meng Sheng (Services to Pakistan), Prof. Kong Jalan (Services to Pakistan), Prof. Dr. Engr. Bhawani Shankar Chowdhry (Science, Engineering & Education), Engr. Javed Qureshi (Science Agriculture), Dr. Abdul Ghani Akram (Science Physics), Ghafoor Ahmad (Engineering Chemical), Dr. Suleman Qaiser (Engineering Chemical), Mohsin Pervaiz (Engineering Mechanical), Dr. Muhammad Akram Naeem Ibrahim (Engineering Electronics), Dr. Muhammad Bilal Malik (Engineering Electrical) Dr. Faisal-Ehsan (Engineering Systems), Asif Iqbal (Navigation System), Shayan Khan Late (Agriculture Garlic Innovation), Asif Peer (Information Technology), Dr. Saeed Akhtar (Medicine), Dr. Muhammad Sharif Malik, M.D (Medicine Health), Prof. Dr Mahmood Ali (Education), Mahfooz-ur-Rahman (Education).	[711, 220, 929, 362]
story-paragraph: One person was injured in the air, firing in the Kummri area of Jackson. He was shifted to Dr Ruth KM Pfau Civil Hospital for medical assistance. According to the police, the injured person was identified as Kirwan, 27. A girl was injured in aerial firing in City Court Pan Mandi Ganga Bai Compound of Risala. She was shifted to Dr Ruth KM Pfau Civil Hospital for medical assistance. The injured was identified as Abdulla, 17. One person was injured in aerial firing in Pehr Bazar behind Radio Pakistan in Town Bagh. He was shifted to Dr Ruth KM Pfau Civil Hospital for medical assistance.	[711, 1521, 929, 1607]
story-paragraph: President's Award for Pride of Performance: Dr. Mehboob Ali Said Science (Agriculture), Abdul Majid Khan Science (Chemistry), Muhammad Azam Khan Science (Chemistry), Dr. Muhammad Yousaf Science (Chemistry), Zulfiqar Ahmad Khan Engineering (Nuclear), Naveed Ahmad Engineering (Metallurgy), Hafiz M. Noshad Ali Engineering (Mechanical), Muhammad Javed Siddique Engineering (Mechanical), Dr. Hassaan Qureshi Engineering (Aerospace), Raheem Nashudin Ch. Engineering (Electrical), Tariq Mehmood Quality Management, Col (R) Muhammad Amin (Missile Design), Amer Ahmad Deputy Communication, Muhammad Waseem Khan Science (Physics), Haroon Ikram Shaikh Science (Metallurgy & Material), Muhammad Hussain Science Safety Regulation, Dr. Muhammad Maqsood Physics(Vacuum Science & Technology), Prof. Dr. Aisha Siddiqa Medicine / Health, Ms. Parveen alias Sangeeta Art (Film Director), Abdul Aziz Khan Alias Aziz Tabassum Art (Film Director), Muhammad Iftikhar Late (Producer), Qadir Ali Shaggan Art (Music / Classical Singer), Anwar Hussain Vatro Art (Singer), Gul Zari (Singer) Art (Singer), Ms. Aroj Aftab Art (Singing), Altaf Hussain Tafu Khan Art (Tabla Player / Music Composer), Ustad Abdullah Khan Art (Shehnai Player), Nargis Shaheen Art (Harmonium), Mumtaz Ali Sarafraz Alias Ali Sarafraz Art (Acting) Aminullah Nasir Arts (Acting / Writer), Syed Afzal Ahmed Art (Film, Tv Actor), Ms. Bushra Farrukh Art (Drama), Taskeen Zafar Art (News Reader / Anchor), Sher Dad Khan Alias Sher Muradul Khan Art (Qawwali), Anjum Ayaz Art (Sculptor), R. M. Naeem Art (Painting Education), Saleh Dad Art (Ghara Dancer), Muhammad Javed Aziz (Painting), Muhammad Qamar Sultan Art (Quranic Calligraphy), Syed Shamoon Ashraf Hashmi Art (Television Compere), Obaidullah Darwaish Durrani Art (Literature), Dr. Ghulam Hassan Hasnain Art (Literature), Rana Faizal Hussain Art (Literature), Prof. Dr. Muhammad Ashraf Shaheen Qaisarani Art (Literature), Prof. Muhammad Niaz Khan (Late) Art (Literature), Jamshid Khan Dukhi (Late) Art (Literature / Poetry), Farhat Abbas Shah Literature (Poet), Arshad Nadeem Sports (Athletics), Sheharyar Sports (Mountaineering), Ms. Shahida Sports (Karate), Amna Wali Sports (Skiing), Abdul Karim (late) Sports (Mountaineering) Potter, Irfan Mehmood Sports (Martial Arts), Masood Jan Sports (Blind Cricket), Ahsan Ramzan Sports (Snooker), Nooh Dastagir Butt Sports (Weight Lifter), Tikka Khan Journalism, Babar Tahir Khalil Journalism, Mansur Afaq Hassan (Late) Public Service, (Tailoring Pakistan Flag).	[711, 534, 929, 911]
story-paragraph: He said due to the negative impacts of climate changes, glaciers were being melted and rivers were drying.	[243, 1647, 461, 1666]
story-body	[711, 1309, 929, 1818]
story-header	[10, 1872, 227, 1892]
story-paragraph: Information Minister Marriyum Aurangzeb was also present on the occasion. Major Muhammad Talha Manan has left behind his wife and two sons.	[477, 1175, 695, 1204]
continued-from-label: Continued from page 8	[784, 1287, 908, 1302]
